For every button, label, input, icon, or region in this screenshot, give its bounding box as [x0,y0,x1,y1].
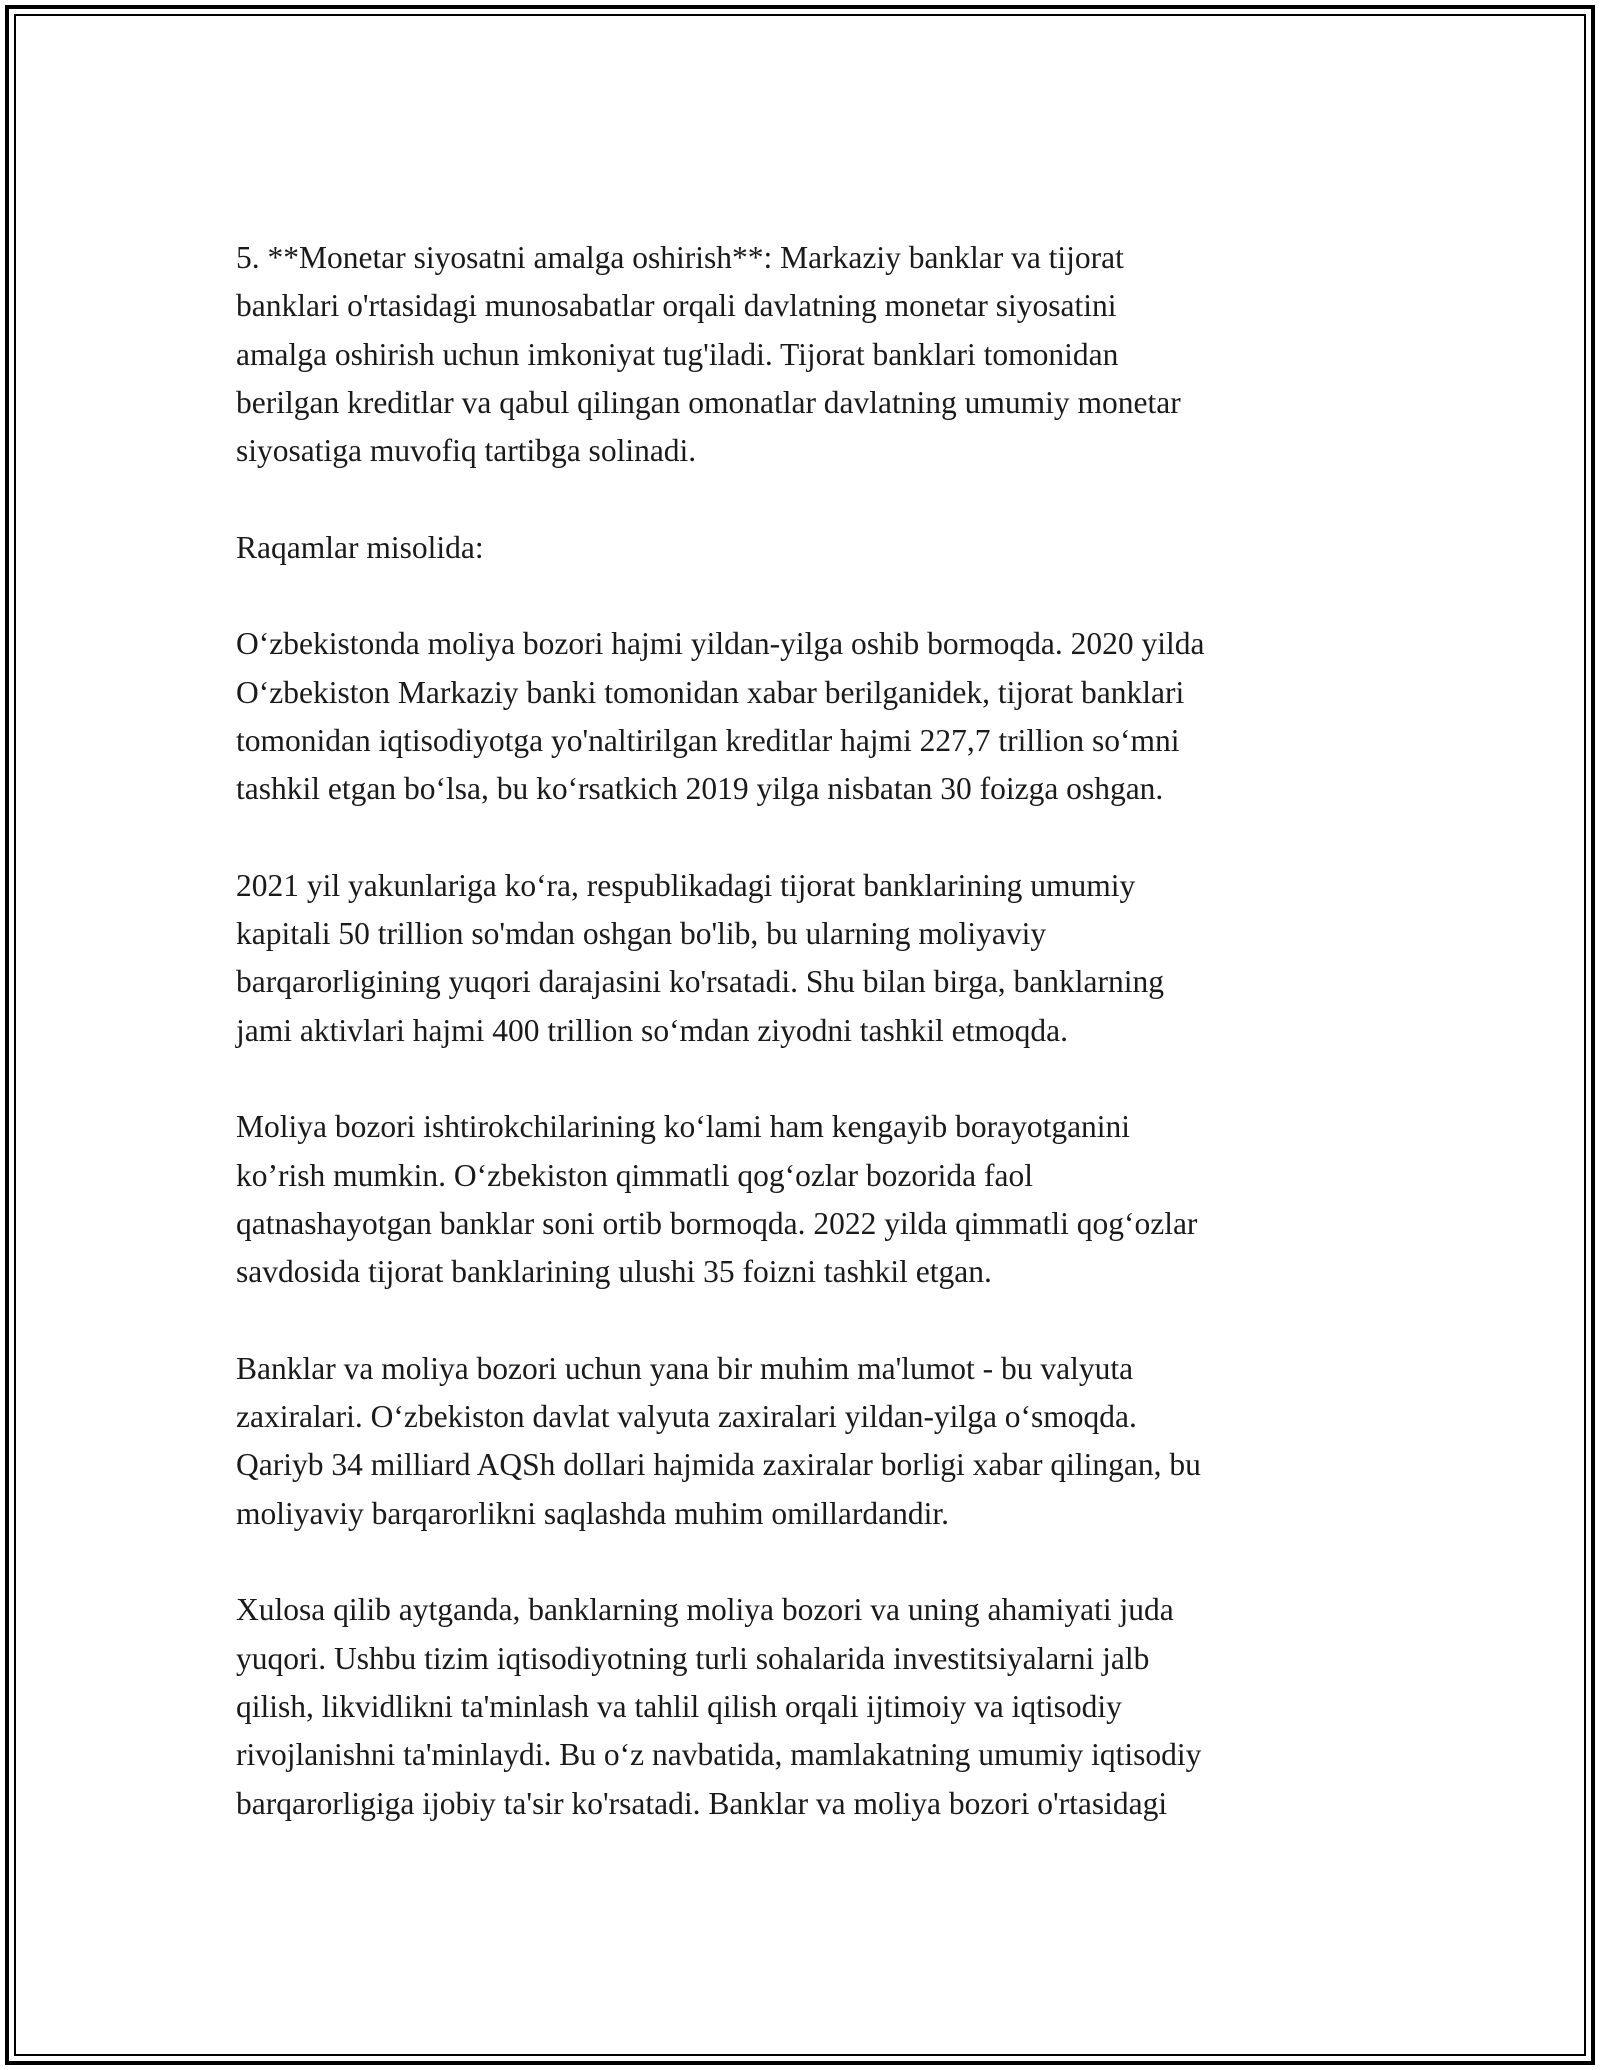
text-line: jami aktivlari hajmi 400 trillion so‘mdan ziyodni tashkil etmoqda. [236,1012,1068,1048]
text-line: zaxiralari. O‘zbekiston davlat valyuta zaxiralari yildan-yilga o‘smoqda. [236,1399,1137,1435]
text-line: O‘zbekiston Markaziy banki tomonidan xabar berilganidek, tijorat banklari [236,674,1185,710]
text-line: barqarorligining yuqori darajasini ko'rsatadi. Shu bilan birga, banklarning [236,964,1165,1000]
text-line: Moliya bozori ishtirokchilarining ko‘lami ham kengayib borayotganini [236,1109,1131,1145]
text-line: Qariyb 34 milliard AQSh dollari hajmida zaxiralar borligi xabar qilingan, bu [236,1447,1201,1483]
text-line: rivojlanishni ta'minlaydi. Bu o‘z navbatida, mamlakatning umumiy iqtisodiy [236,1737,1202,1773]
text-line: Raqamlar misolida: [236,529,484,565]
text-line: O‘zbekistonda moliya bozori hajmi yildan-yilga oshib bormoqda. 2020 yilda [236,626,1205,662]
text-line: ko’rish mumkin. O‘zbekiston qimmatli qog‘ozlar bozorida faol [236,1157,1033,1193]
text-line: berilgan kreditlar va qabul qilingan omonatlar davlatning umumiy monetar [236,384,1181,420]
text-line: 5. **Monetar siyosatni amalga oshirish**: Markaziy banklar va tijorat [236,240,1124,275]
paragraph-conclusion [236,1586,1376,1827]
text-line: yuqori. Ushbu tizim iqtisodiyotning turli sohalarida investitsiyalarni jalb [236,1640,1150,1676]
text-line: Banklar va moliya bozori uchun yana bir muhim ma'lumot - bu valyuta [236,1350,1134,1386]
paragraph-participants [236,1103,1376,1296]
paragraph-heading-figures [236,524,1376,572]
paragraph-market-size [236,620,1376,813]
paragraph-monetary-policy [236,234,1376,475]
text-line: tomonidan iqtisodiyotga yo'naltirilgan kreditlar hajmi 227,7 trillion so‘mni [236,722,1180,758]
text-line: siyosatiga muvofiq tartibga solinadi. [236,433,697,469]
text-line: banklari o'rtasidagi munosabatlar orqali davlatning monetar siyosatini [236,288,1117,324]
paragraph-bank-capital [236,862,1376,1055]
document-body [236,234,1376,1828]
text-line: qatnashayotgan banklar soni ortib bormoqda. 2022 yilda qimmatli qog‘ozlar [236,1205,1198,1241]
text-line: qilish, likvidlikni ta'minlash va tahlil qilish orqali ijtimoiy va iqtisodiy [236,1688,1122,1724]
text-line: amalga oshirish uchun imkoniyat tug'iladi. Tijorat banklari tomonidan [236,336,1119,372]
text-line: tashkil etgan bo‘lsa, bu ko‘rsatkich 2019 yilga nisbatan 30 foizga oshgan. [236,771,1164,807]
text-line: Xulosa qilib aytganda, banklarning moliya bozori va uning ahamiyati juda [236,1592,1174,1628]
text-line: savdosida tijorat banklarining ulushi 35 foizni tashkil etgan. [236,1254,992,1290]
text-line: moliyaviy barqarorlikni saqlashda muhim omillardandir. [236,1495,949,1531]
paragraph-reserves [236,1345,1376,1538]
text-line: kapitali 50 trillion so'mdan oshgan bo'lib, bu ularning moliyaviy [236,916,1047,952]
text-line: 2021 yil yakunlariga ko‘ra, respublikadagi tijorat banklarining umumiy [236,867,1136,903]
text-line: barqarorligiga ijobiy ta'sir ko'rsatadi. Banklar va moliya bozori o'rtasidagi [236,1785,1168,1821]
